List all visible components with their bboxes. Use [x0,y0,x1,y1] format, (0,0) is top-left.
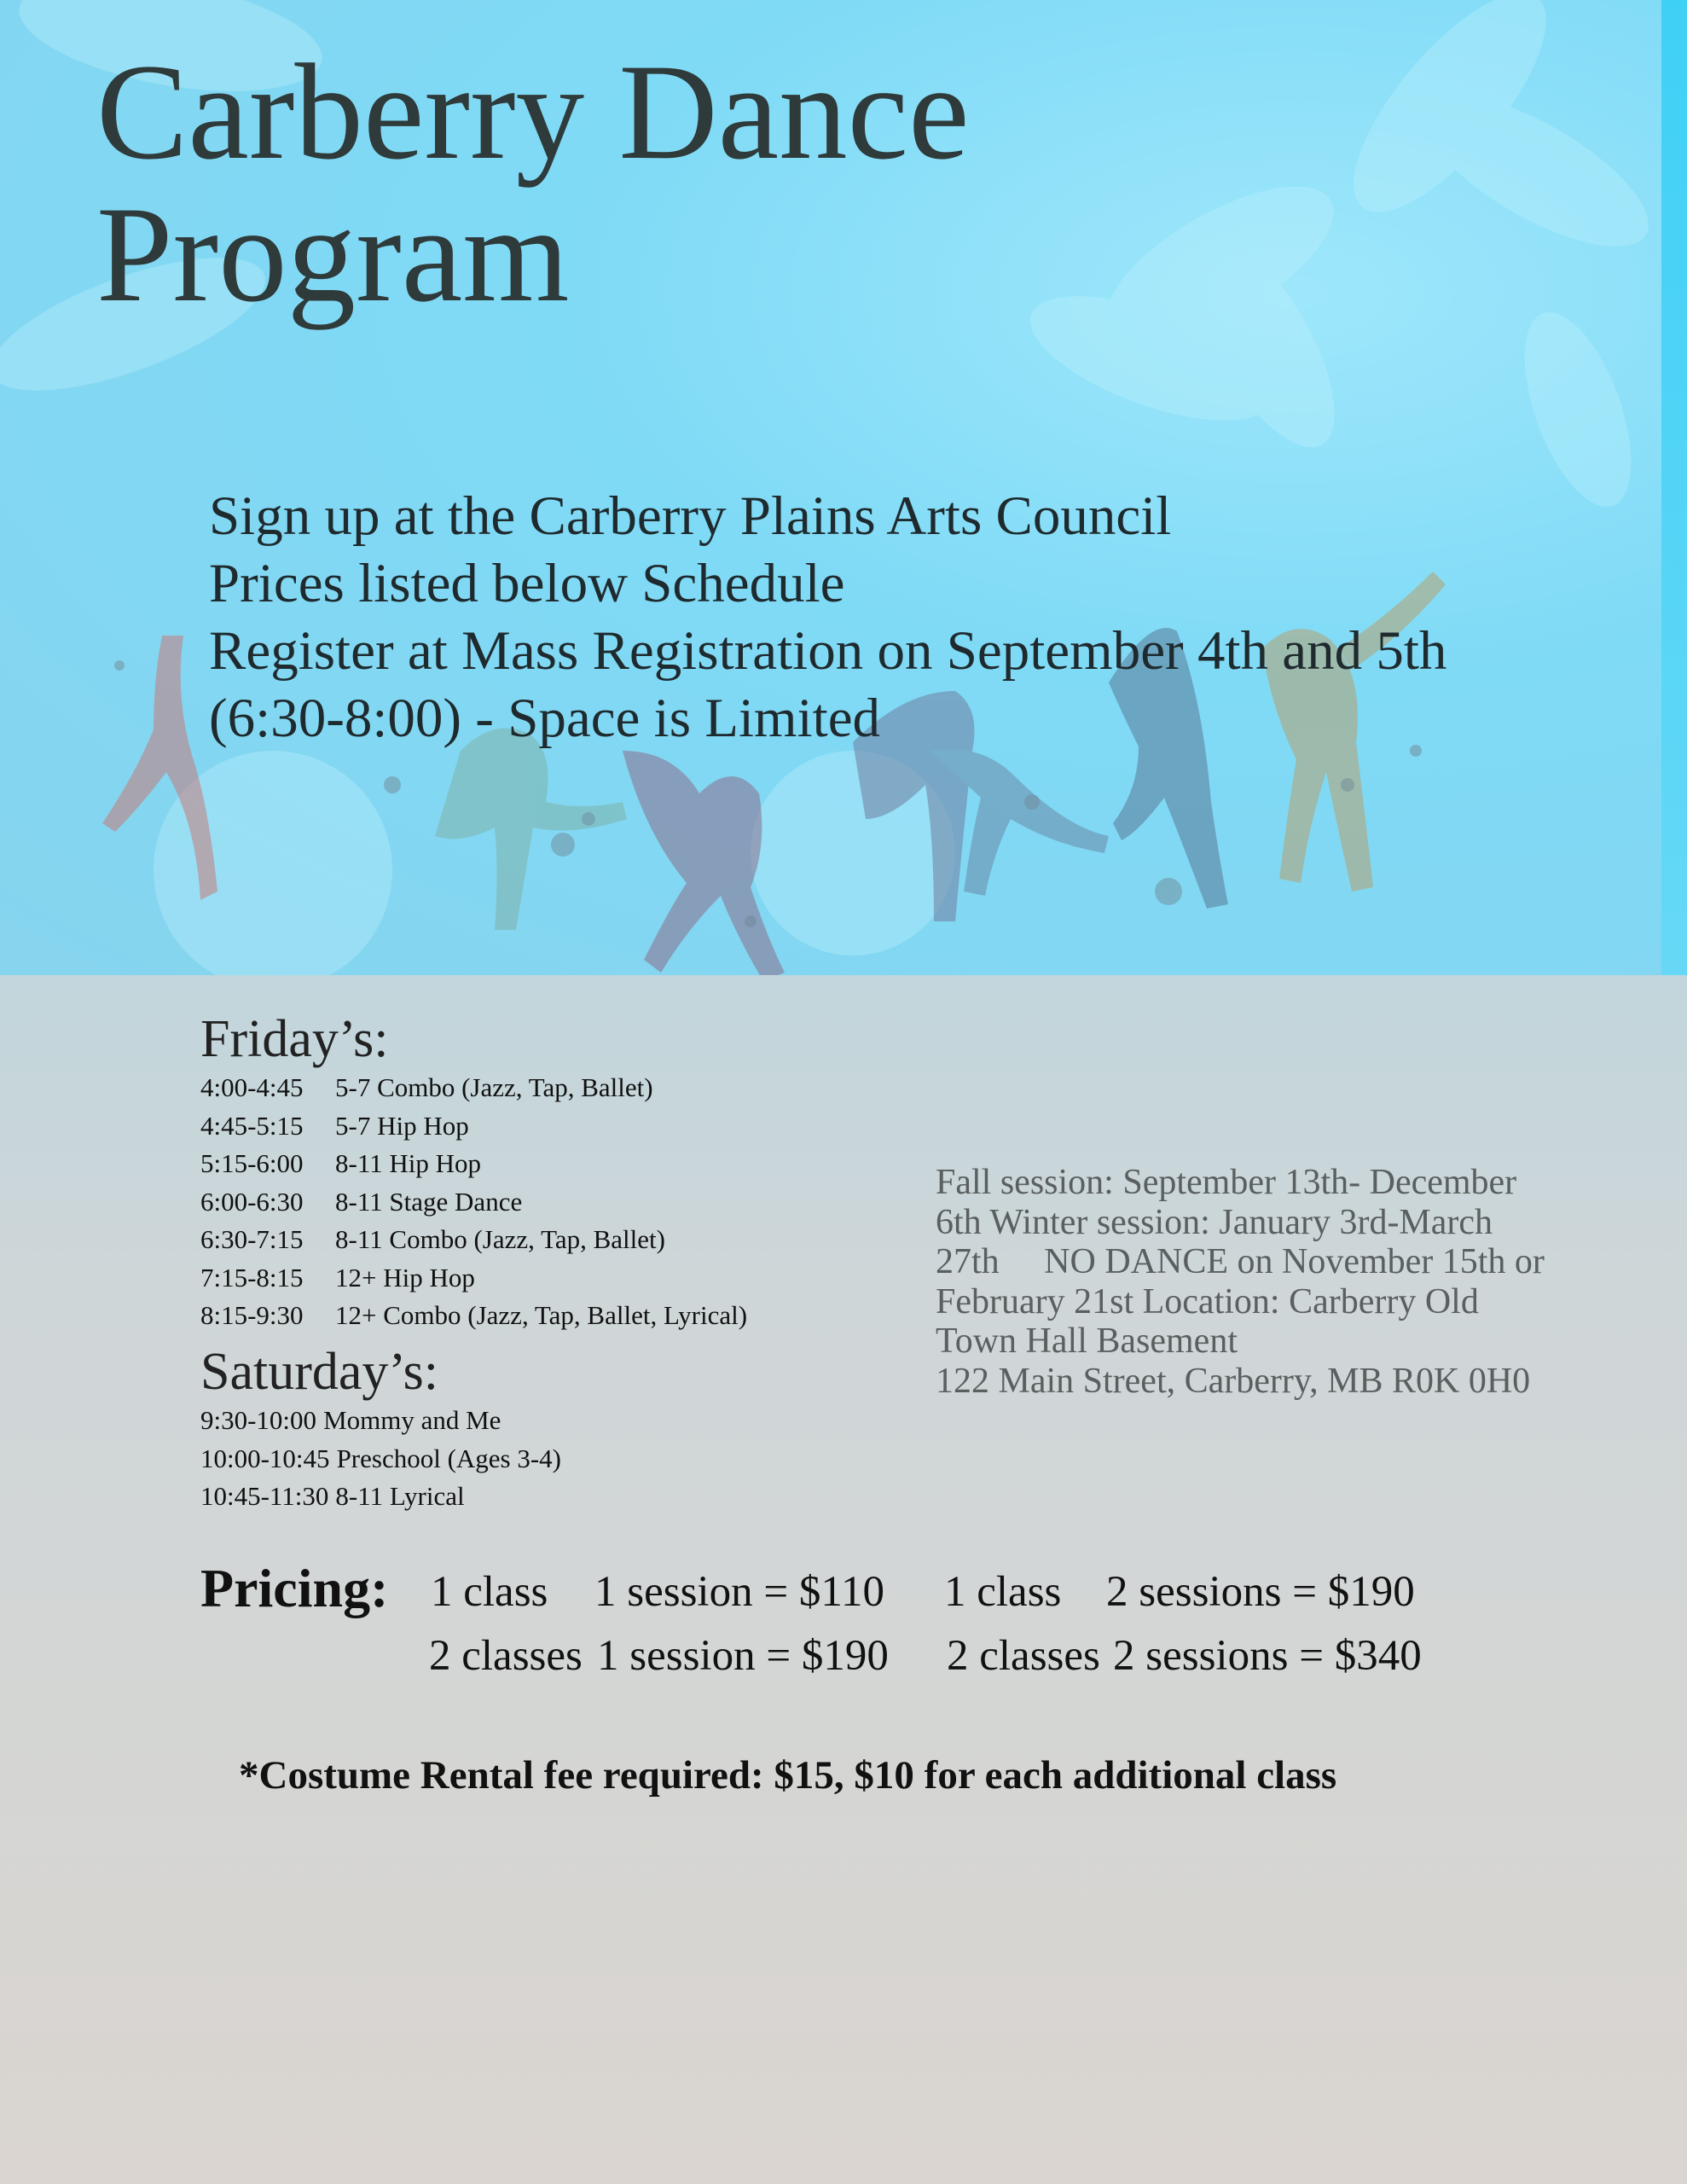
class-time: 4:45-5:15 [200,1110,304,1141]
intro-line: (6:30-8:00) - Space is Limited [209,688,881,749]
class-time: 6:00-6:30 [200,1186,304,1217]
price-classes: 1 class [944,1568,1062,1616]
session-info [936,1163,1618,1401]
registration-intro [209,483,1446,752]
class-time: 5:15-6:00 [200,1148,304,1178]
header-banner [0,0,1661,975]
saturday-schedule [200,1402,561,1516]
class-time: 8:15-9:30 [200,1300,304,1330]
banner-edge [1661,0,1687,975]
price-sessions: 1 session = $190 [597,1632,889,1680]
schedule-row [200,1183,747,1222]
class-name: 8-11 Combo (Jazz, Tap, Ballet) [335,1224,665,1254]
program-title-line2: Program [96,178,570,330]
schedule-row [200,1107,747,1146]
session-info-line: 27th NO DANCE on November 15th or [936,1242,1545,1281]
session-info-line: February 21st Location: Carberry Old [936,1281,1479,1321]
class-name: 12+ Combo (Jazz, Tap, Ballet, Lyrical) [335,1300,748,1330]
pricing-label: Pricing: [200,1558,389,1618]
class-time: 10:45-11:30 [200,1481,329,1511]
intro-line: Register at Mass Registration on September 4th and 5th [209,620,1447,682]
saturday-heading: Saturday’s: [200,1343,438,1401]
class-time: 9:30-10:00 [200,1405,317,1435]
class-name: 8-11 Lyrical [335,1481,465,1511]
price-classes: 2 classes [429,1632,583,1680]
session-info-line: 122 Main Street, Carberry, MB R0K 0H0 [936,1361,1531,1401]
session-info-line: 6th Winter session: January 3rd-March [936,1202,1493,1242]
class-name: 5-7 Combo (Jazz, Tap, Ballet) [335,1072,653,1102]
price-classes: 1 class [431,1568,548,1616]
session-info-line: Town Hall Basement [936,1321,1238,1361]
intro-line: Prices listed below Schedule [209,553,845,614]
class-time: 10:00-10:45 [200,1443,330,1473]
program-title [96,36,970,330]
schedule-row [200,1259,747,1298]
class-time: 7:15-8:15 [200,1262,304,1292]
class-name: 5-7 Hip Hop [335,1110,469,1141]
price-classes: 2 classes [947,1632,1100,1680]
schedule-row [200,1402,561,1440]
schedule-row [200,1221,747,1259]
intro-line: Sign up at the Carberry Plains Arts Council [209,485,1172,547]
class-name: 8-11 Stage Dance [335,1186,523,1217]
schedule-row [200,1297,747,1335]
class-name: Mommy and Me [323,1405,501,1435]
costume-rental-note: *Costume Rental fee required: $15, $10 for each additional class [239,1753,1337,1798]
price-sessions: 2 sessions = $190 [1106,1568,1415,1616]
price-sessions: 1 session = $110 [594,1568,884,1616]
price-sessions: 2 sessions = $340 [1113,1632,1422,1680]
schedule-row [200,1440,561,1478]
schedule-row [200,1069,747,1107]
class-time: 6:30-7:15 [200,1224,304,1254]
friday-heading: Friday’s: [200,1010,389,1068]
class-name: 8-11 Hip Hop [335,1148,482,1178]
class-name: 12+ Hip Hop [335,1262,475,1292]
class-time: 4:00-4:45 [200,1072,304,1102]
schedule-row [200,1478,561,1516]
class-name: Preschool (Ages 3-4) [336,1443,562,1473]
schedule-row [200,1145,747,1183]
session-info-line: Fall session: September 13th- December [936,1163,1517,1202]
friday-schedule [200,1069,747,1335]
program-title-line1: Carberry Dance [96,36,970,188]
